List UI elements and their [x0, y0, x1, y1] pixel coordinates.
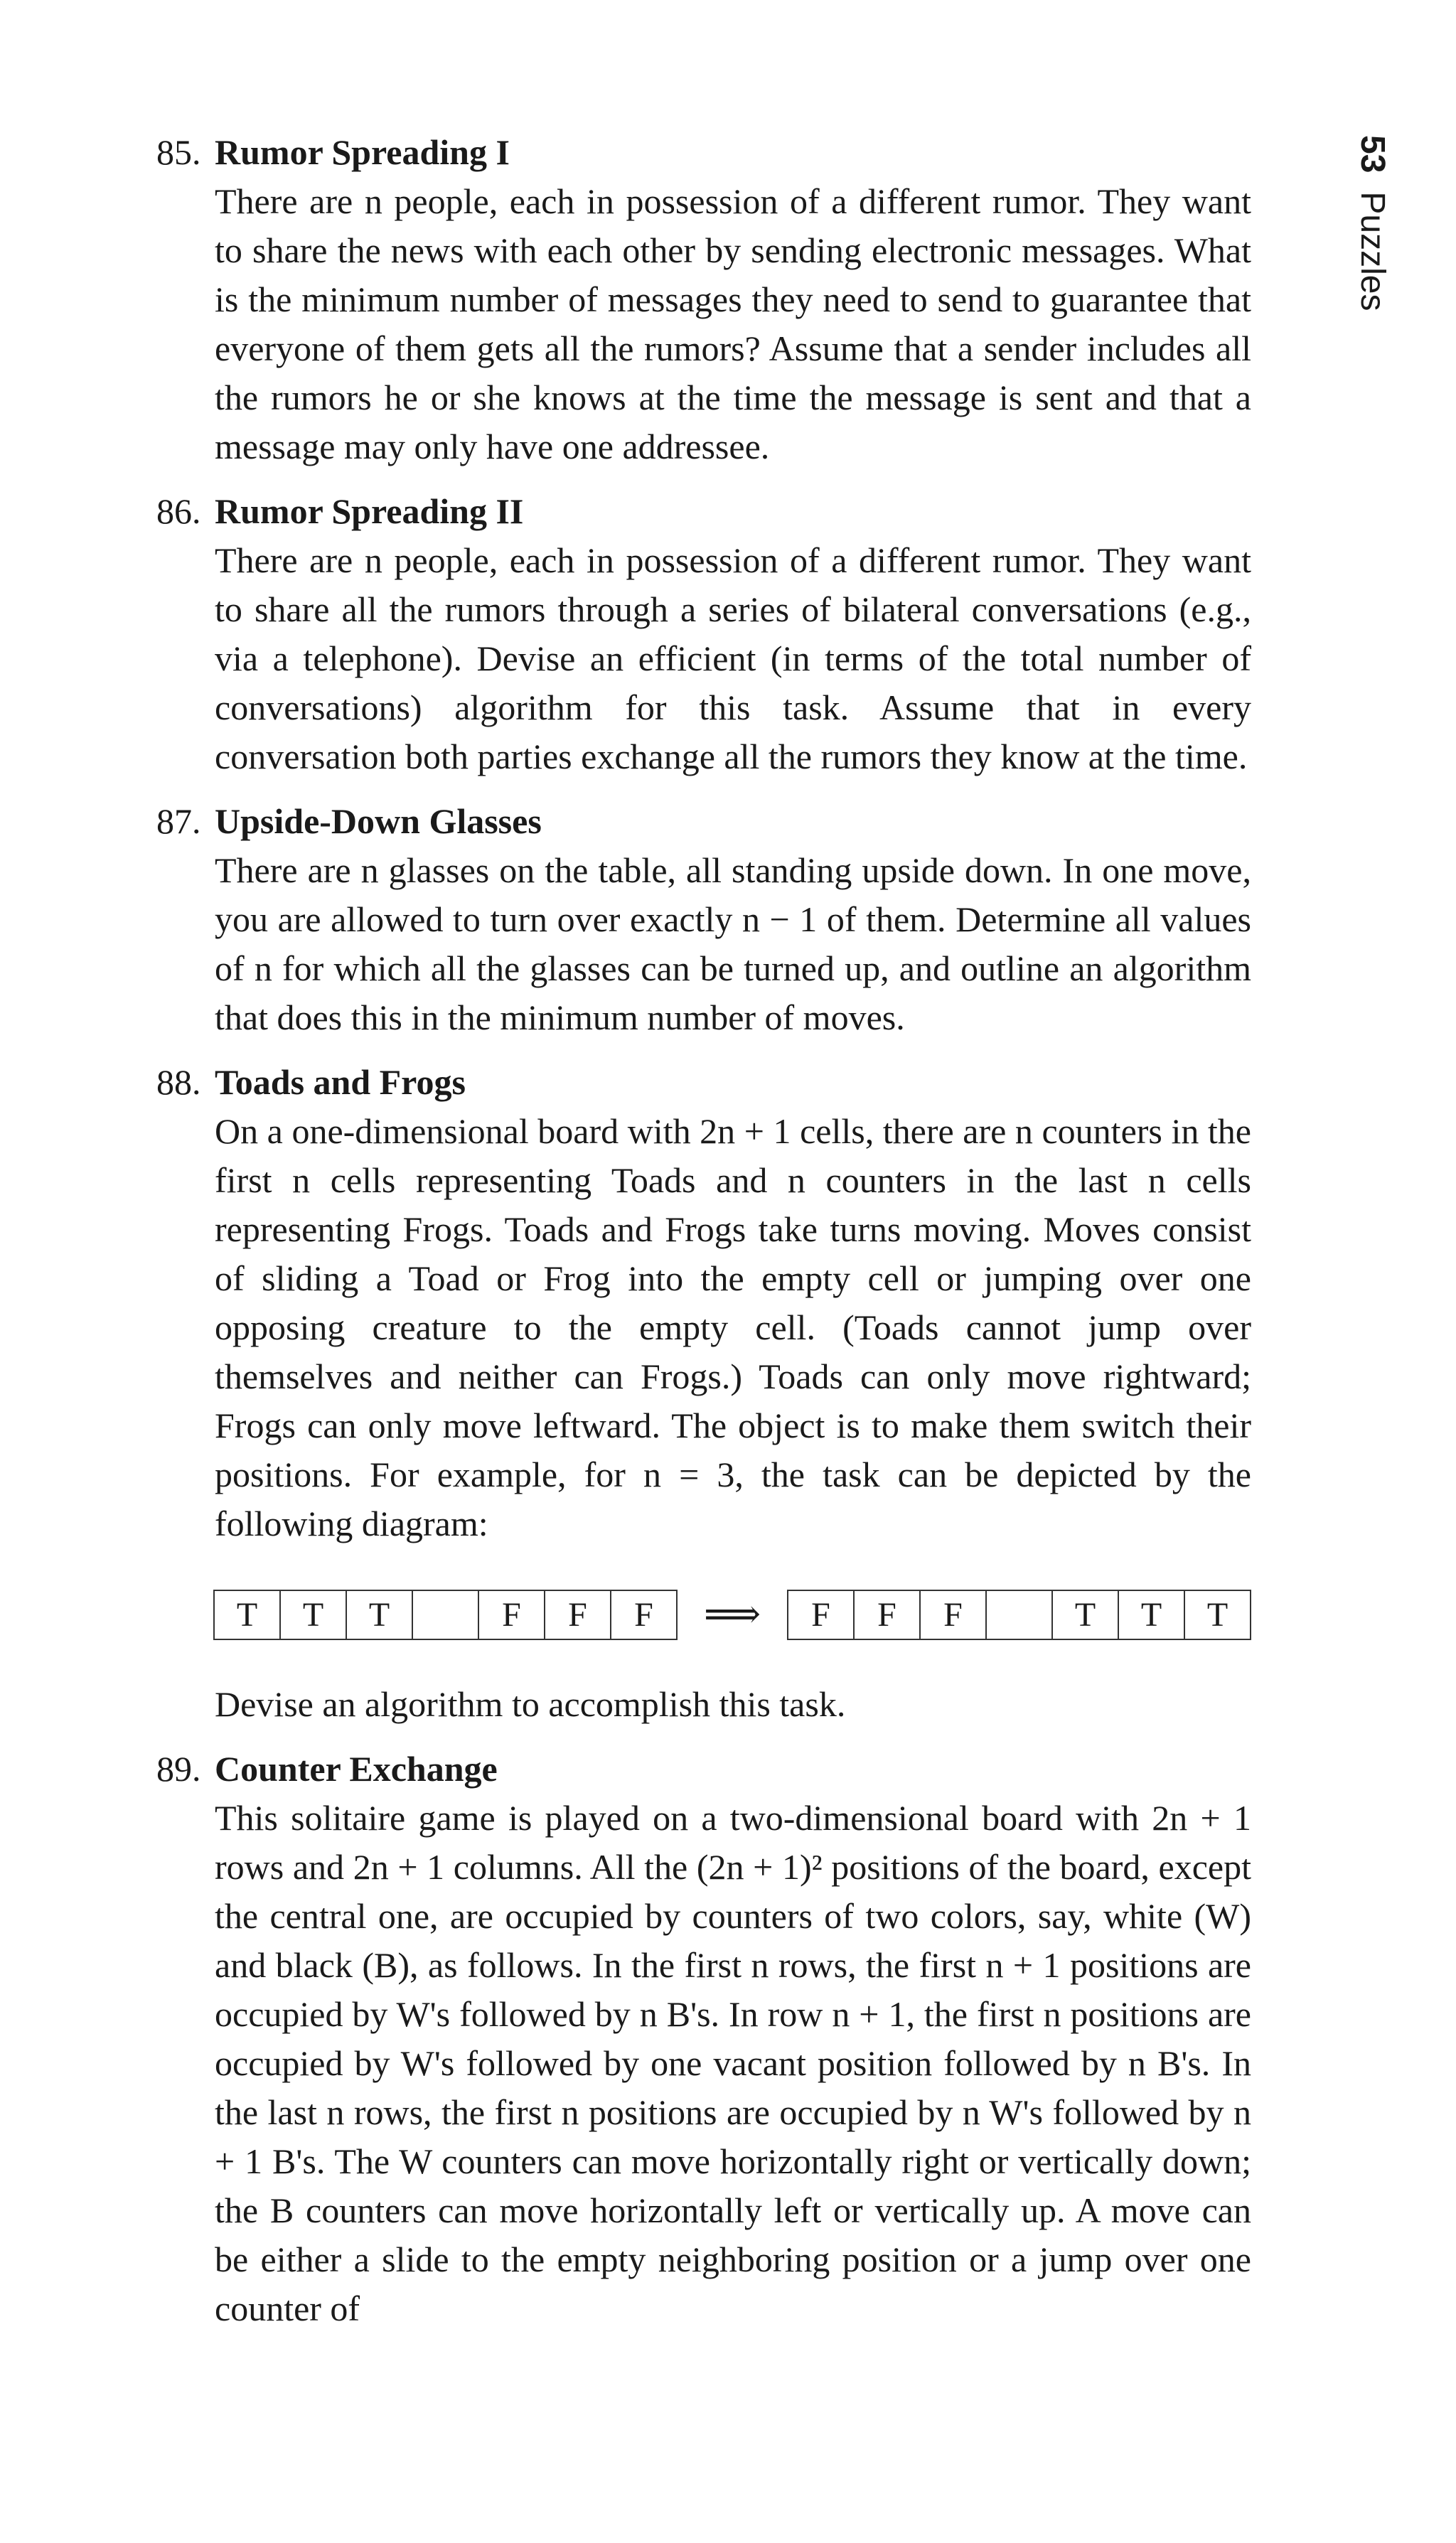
toads-frogs-diagram — [213, 1590, 1251, 1640]
problem-heading — [156, 797, 1251, 846]
problem-title: Toads and Frogs — [215, 1062, 466, 1102]
problem-86 — [156, 487, 1251, 781]
problem-87 — [156, 797, 1251, 1042]
problem-body: On a one-dimensional board with 2n + 1 cells, there are n counters in the first n cells representing Toads and n counters in the last n cells representing Frogs. Toads and Frogs take turns moving. Moves consist of sliding a Toad or Frog into the empty cell or jumping over one opposing creature to the empty cell. (Toads cannot jump over themselves and neither can Frogs.) Toads can only move rightward; Frogs can only move leftward. The object is to make them switch their positions. For example, for n = 3, the task can be depicted by the following diagram: — [215, 1111, 1251, 1543]
problem-85 — [156, 128, 1251, 471]
running-head — [1337, 135, 1422, 348]
board-cell: F — [855, 1591, 921, 1639]
board-cell: T — [1206, 1596, 1228, 1634]
board-cell: T — [1119, 1591, 1185, 1639]
problem-number: 89. — [156, 1749, 201, 1789]
board-cell: T — [281, 1591, 347, 1639]
implies-arrow: ⟹ — [703, 1592, 761, 1637]
problem-title: Upside-Down Glasses — [215, 801, 542, 841]
problem-heading — [156, 487, 1251, 536]
problem-conclusion: Devise an algorithm to accomplish this task. — [215, 1684, 846, 1724]
board-cell: T — [215, 1591, 281, 1639]
running-head-text — [1351, 135, 1393, 311]
problem-number: 85. — [156, 132, 201, 172]
board-cell: F — [545, 1591, 611, 1639]
problem-title: Rumor Spreading I — [215, 132, 510, 172]
problem-number: 87. — [156, 801, 201, 841]
start-board — [213, 1590, 678, 1640]
section-title: Puzzles — [1354, 191, 1391, 311]
problem-title: Rumor Spreading II — [215, 491, 524, 531]
problem-title: Counter Exchange — [215, 1749, 498, 1789]
problem-body: There are n people, each in possession of a different rumor. They want to share all the rumors through a series of bilateral conversations (e.g., via a telephone). Devise an efficient (in terms of the total number of conversations) algorithm for this task. Assume that in every conversation both parties exchange all the rumors they know at the time. — [215, 540, 1251, 776]
board-cell: F — [788, 1591, 855, 1639]
board-cell: F — [634, 1596, 653, 1634]
page-number: 53 — [1354, 135, 1391, 173]
problem-heading — [156, 1058, 1251, 1107]
problem-body: This solitaire game is played on a two-dimensional board with 2n + 1 rows and 2n + 1 columns. All the (2n + 1)² positions of the board, except the central one, are occupied by counters of two colors, say, white (W) and black (B), as follows. In the first n rows, the first n + 1 positions are occupied by W's followed by n B's. In row n + 1, the first n positions are occupied by W's followed by one vacant position followed by n B's. In the last n rows, the first n positions are occupied by n W's followed by n + 1 B's. The W counters can move horizontally right or vertically down; the B counters can move horizontally left or vertically up. A move can be either a slide to the empty neighboring position or a jump over one counter of — [215, 1798, 1251, 2328]
end-board — [787, 1590, 1251, 1640]
problem-number: 88. — [156, 1062, 201, 1102]
problem-heading — [156, 1745, 1251, 1794]
board-cell-empty — [413, 1591, 479, 1639]
board-cell-empty — [987, 1591, 1053, 1639]
board-cell: F — [479, 1591, 545, 1639]
problem-number: 86. — [156, 491, 201, 531]
problem-list — [156, 128, 1251, 2349]
board-cell: F — [921, 1591, 987, 1639]
problem-heading — [156, 128, 1251, 177]
problem-body: There are n glasses on the table, all standing upside down. In one move, you are allowed to turn over exactly n − 1 of them. Determine all values of n for which all the glasses can be turned up, and outline an algorithm that does this in the minimum number of moves. — [215, 850, 1251, 1037]
board-cell: T — [347, 1591, 413, 1639]
board-cell: T — [1053, 1591, 1119, 1639]
problem-88 — [156, 1058, 1251, 1729]
problem-body: There are n people, each in possession of a different rumor. They want to share the news with each other by sending electronic messages. What is the minimum number of messages they need to send to guarantee that everyone of them gets all the rumors? Assume that a sender includes all the rumors he or she knows at the time the message is sent and that a message may only have one addressee. — [215, 181, 1251, 466]
problem-89 — [156, 1745, 1251, 2333]
